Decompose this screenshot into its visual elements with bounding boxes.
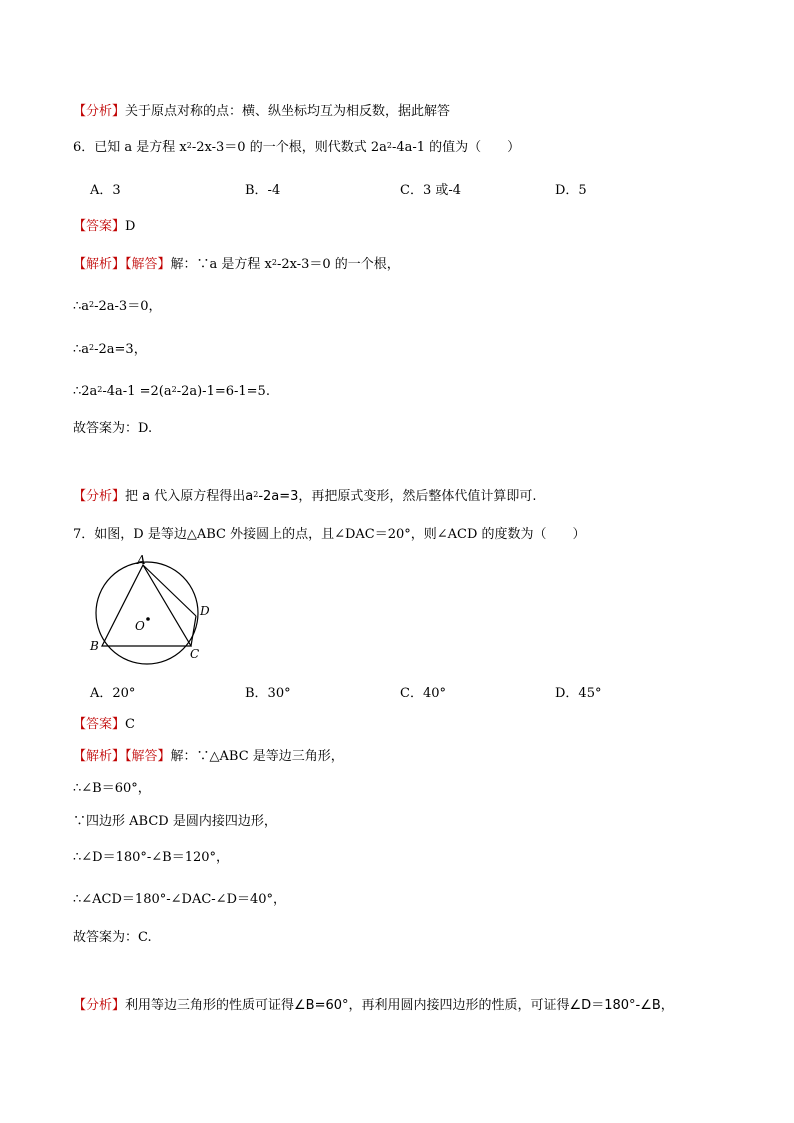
superscript: 2 — [171, 385, 177, 394]
superscript: 2 — [271, 258, 277, 267]
label-a: A — [137, 554, 146, 567]
answer-value: C — [125, 717, 135, 732]
q7-geometry-figure — [84, 554, 224, 678]
step-text: -2a-3＝0， — [94, 299, 162, 314]
answer-tag: 【答案】 — [73, 219, 126, 234]
solution-tag: 【解析】【解答】 — [73, 257, 171, 272]
q6-option-a: A．3 — [90, 183, 121, 198]
q7-stem: 7．如图，D 是等边△ABC 外接圆上的点，且∠DAC＝20°，则∠ACD 的度数为（ ） — [73, 527, 586, 542]
q6-stem — [73, 139, 520, 157]
analysis-tag: 【分析】 — [73, 489, 126, 504]
q6-stem-part: -2x-3＝0 的一个根，则代数式 2a — [191, 140, 387, 155]
step-text: -4a-1 =2(a — [102, 384, 172, 399]
q7-option-a: A．20° — [90, 686, 136, 701]
q7-option-c: C．40° — [400, 686, 446, 701]
triangle-abc — [102, 565, 191, 646]
step-text: -2a)-1=6-1=5. — [176, 384, 270, 399]
solution-text: 解：∵a 是方程 x — [170, 257, 272, 272]
analysis-text: 利用等边三角形的性质可证得∠B=60°，再利用圆内接四边形的性质，可证得∠D＝180°-∠B， — [125, 998, 674, 1013]
circumcircle — [96, 562, 198, 664]
q6-analysis — [73, 488, 537, 506]
superscript: 2 — [89, 300, 95, 309]
solution-text: 解：∵△ABC 是等边三角形， — [170, 749, 344, 764]
superscript: 2 — [89, 343, 95, 352]
step-text: ∴a — [73, 342, 90, 357]
q7-answer — [73, 716, 135, 734]
q7-step-4: ∴∠ACD＝180°-∠DAC-∠D＝40°， — [73, 892, 287, 907]
label-o: O — [135, 619, 145, 633]
q7-analysis — [73, 997, 674, 1015]
center-point-o — [146, 617, 150, 621]
superscript: 2 — [386, 141, 392, 150]
solution-text: -2x-3＝0 的一个根， — [276, 257, 400, 272]
q6-solution — [73, 256, 400, 274]
q6-answer — [73, 218, 135, 236]
q7-step-2: ∵四边形 ABCD 是圆内接四边形， — [73, 814, 277, 829]
label-c: C — [190, 647, 200, 661]
q5-analysis — [73, 103, 450, 121]
q7-conclusion: 故答案为：C. — [73, 930, 152, 945]
q7-option-d: D．45° — [555, 686, 602, 701]
label-b: B — [90, 639, 99, 653]
q6-step-3 — [73, 383, 270, 401]
segment-ad — [143, 565, 196, 616]
circle-diagram — [84, 554, 224, 674]
solution-tag: 【解析】【解答】 — [73, 749, 171, 764]
q6-conclusion: 故答案为：D. — [73, 421, 153, 436]
q6-option-d: D．5 — [555, 183, 587, 198]
analysis-tag: 【分析】 — [73, 104, 126, 119]
q7-step-1: ∴∠B＝60°， — [73, 781, 151, 796]
q6-step-1 — [73, 298, 161, 316]
superscript: 2 — [253, 490, 259, 499]
analysis-text: -2a=3，再把原式变形，然后整体代值计算即可. — [258, 489, 537, 504]
analysis-tag: 【分析】 — [73, 998, 126, 1013]
q6-option-b: B．-4 — [245, 183, 281, 198]
q6-stem-part: 6．已知 a 是方程 x — [73, 140, 187, 155]
analysis-text: 把 a 代入原方程得出a — [125, 489, 254, 504]
q7-option-b: B．30° — [245, 686, 291, 701]
q6-stem-part: -4a-1 的值为（ ） — [391, 140, 521, 155]
q6-step-2 — [73, 341, 147, 359]
superscript: 2 — [186, 141, 192, 150]
answer-value: D — [125, 219, 136, 234]
q6-option-c: C．3 或-4 — [400, 183, 462, 198]
step-text: ∴a — [73, 299, 90, 314]
q7-step-3: ∴∠D＝180°-∠B＝120°， — [73, 850, 230, 865]
step-text: ∴2a — [73, 384, 98, 399]
superscript: 2 — [97, 385, 103, 394]
label-d: D — [200, 604, 210, 618]
answer-tag: 【答案】 — [73, 717, 126, 732]
q7-solution — [73, 748, 344, 766]
analysis-text: 关于原点对称的点：横、纵坐标均互为相反数，据此解答 — [125, 104, 451, 119]
step-text: -2a=3， — [94, 342, 147, 357]
